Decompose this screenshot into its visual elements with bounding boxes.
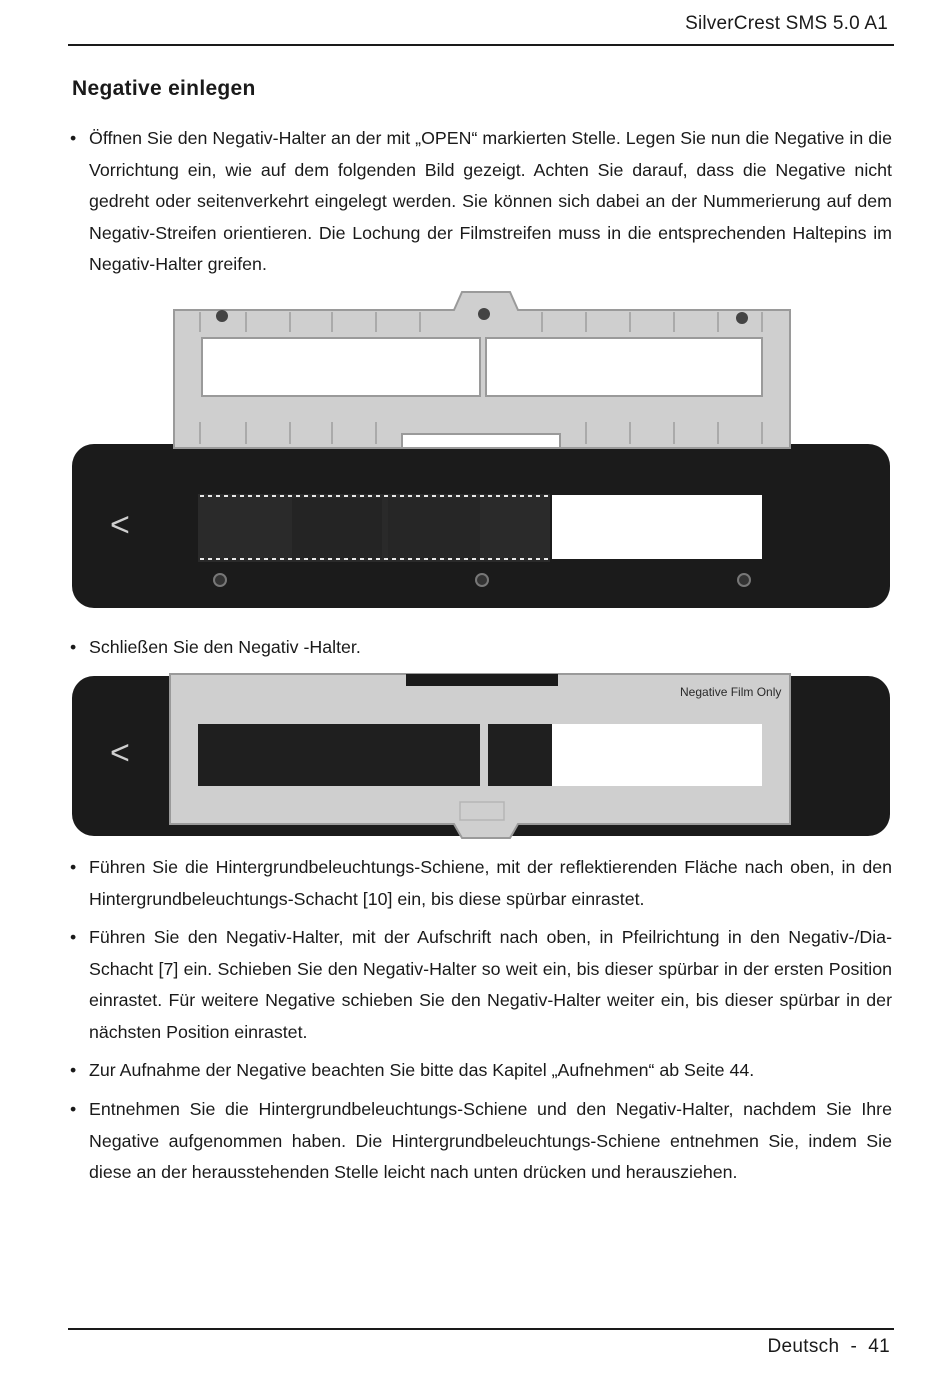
bullet-symbol: • — [70, 1060, 77, 1080]
arrow-left-icon: < — [110, 734, 130, 772]
list-item — [70, 123, 892, 281]
header-rule — [68, 44, 894, 46]
bullet-text: Schließen Sie den Negativ -Halter. — [89, 637, 361, 657]
tray-window — [552, 495, 762, 559]
bullet-symbol: • — [70, 128, 77, 148]
bullet-symbol: • — [70, 857, 77, 877]
arrow-left-icon: < — [110, 506, 130, 544]
tray-window — [552, 724, 762, 786]
closed-holder-illustration — [70, 672, 892, 840]
header-title: SilverCrest SMS 5.0 A1 — [685, 13, 888, 34]
list-item — [70, 1094, 892, 1189]
list-item — [70, 852, 892, 915]
bullet-text: Zur Aufnahme der Negative beachten Sie bitte das Kapitel „Aufnehmen“ ab Seite 44. — [89, 1060, 755, 1080]
section-title: Negative einlegen — [72, 77, 256, 100]
bullet-symbol: • — [70, 1099, 77, 1119]
page-number: Deutsch - 41 — [767, 1336, 890, 1357]
bullet-text: Öffnen Sie den Negativ-Halter an der mit „OPEN“ markierten Stelle. Legen Sie nun die Negative in die Vorrichtung ein, wie auf dem folgenden Bild gezeigt. Achten Sie darauf, dass die Negative nicht gedreht oder seitenverkehrt eingelegt werden. Sie können sich dabei an der Nummerierung auf dem Negativ-Streifen orientieren. Die Lochung der Filmstreifen muss in die entsprechenden Haltepins im Negativ-Halter greifen. — [89, 128, 892, 274]
figure-closed-holder — [70, 672, 892, 840]
list-item — [70, 922, 892, 1048]
open-holder-illustration — [70, 288, 892, 614]
list-item — [70, 1055, 892, 1087]
bullet-text: Führen Sie die Hintergrundbeleuchtungs-Schiene, mit der reflektierenden Fläche nach oben, in den Hintergrundbeleuchtungs-Schacht [10] ein, bis diese spürbar einrastet. — [89, 857, 892, 909]
bullet-text: Entnehmen Sie die Hintergrundbeleuchtungs-Schiene und den Negativ-Halter, nachdem Sie Ihre Negative aufgenommen haben. Die Hintergrundbeleuchtungs-Schiene entnehmen Sie, indem Sie diese an der herausstehenden Stelle leicht nach unten drücken und herausziehen. — [89, 1099, 892, 1182]
bullet-text: Führen Sie den Negativ-Halter, mit der Aufschrift nach oben, in Pfeilrichtung in den Negativ-/Dia-Schacht [7] ein. Schieben Sie den Negativ-Halter so weit ein, bis dieser spürbar in der ersten Position einrastet. Für weitere Negative schieben Sie den Negativ-Halter weiter ein, bis dieser spürbar in der nächsten Position einrastet. — [89, 927, 892, 1042]
figure-open-holder — [70, 288, 892, 614]
bullet-symbol: • — [70, 927, 77, 947]
negative-film-only-label: Negative Film Only — [680, 685, 782, 699]
list-item — [70, 632, 892, 664]
footer-rule — [68, 1328, 894, 1330]
bullet-symbol: • — [70, 637, 77, 657]
